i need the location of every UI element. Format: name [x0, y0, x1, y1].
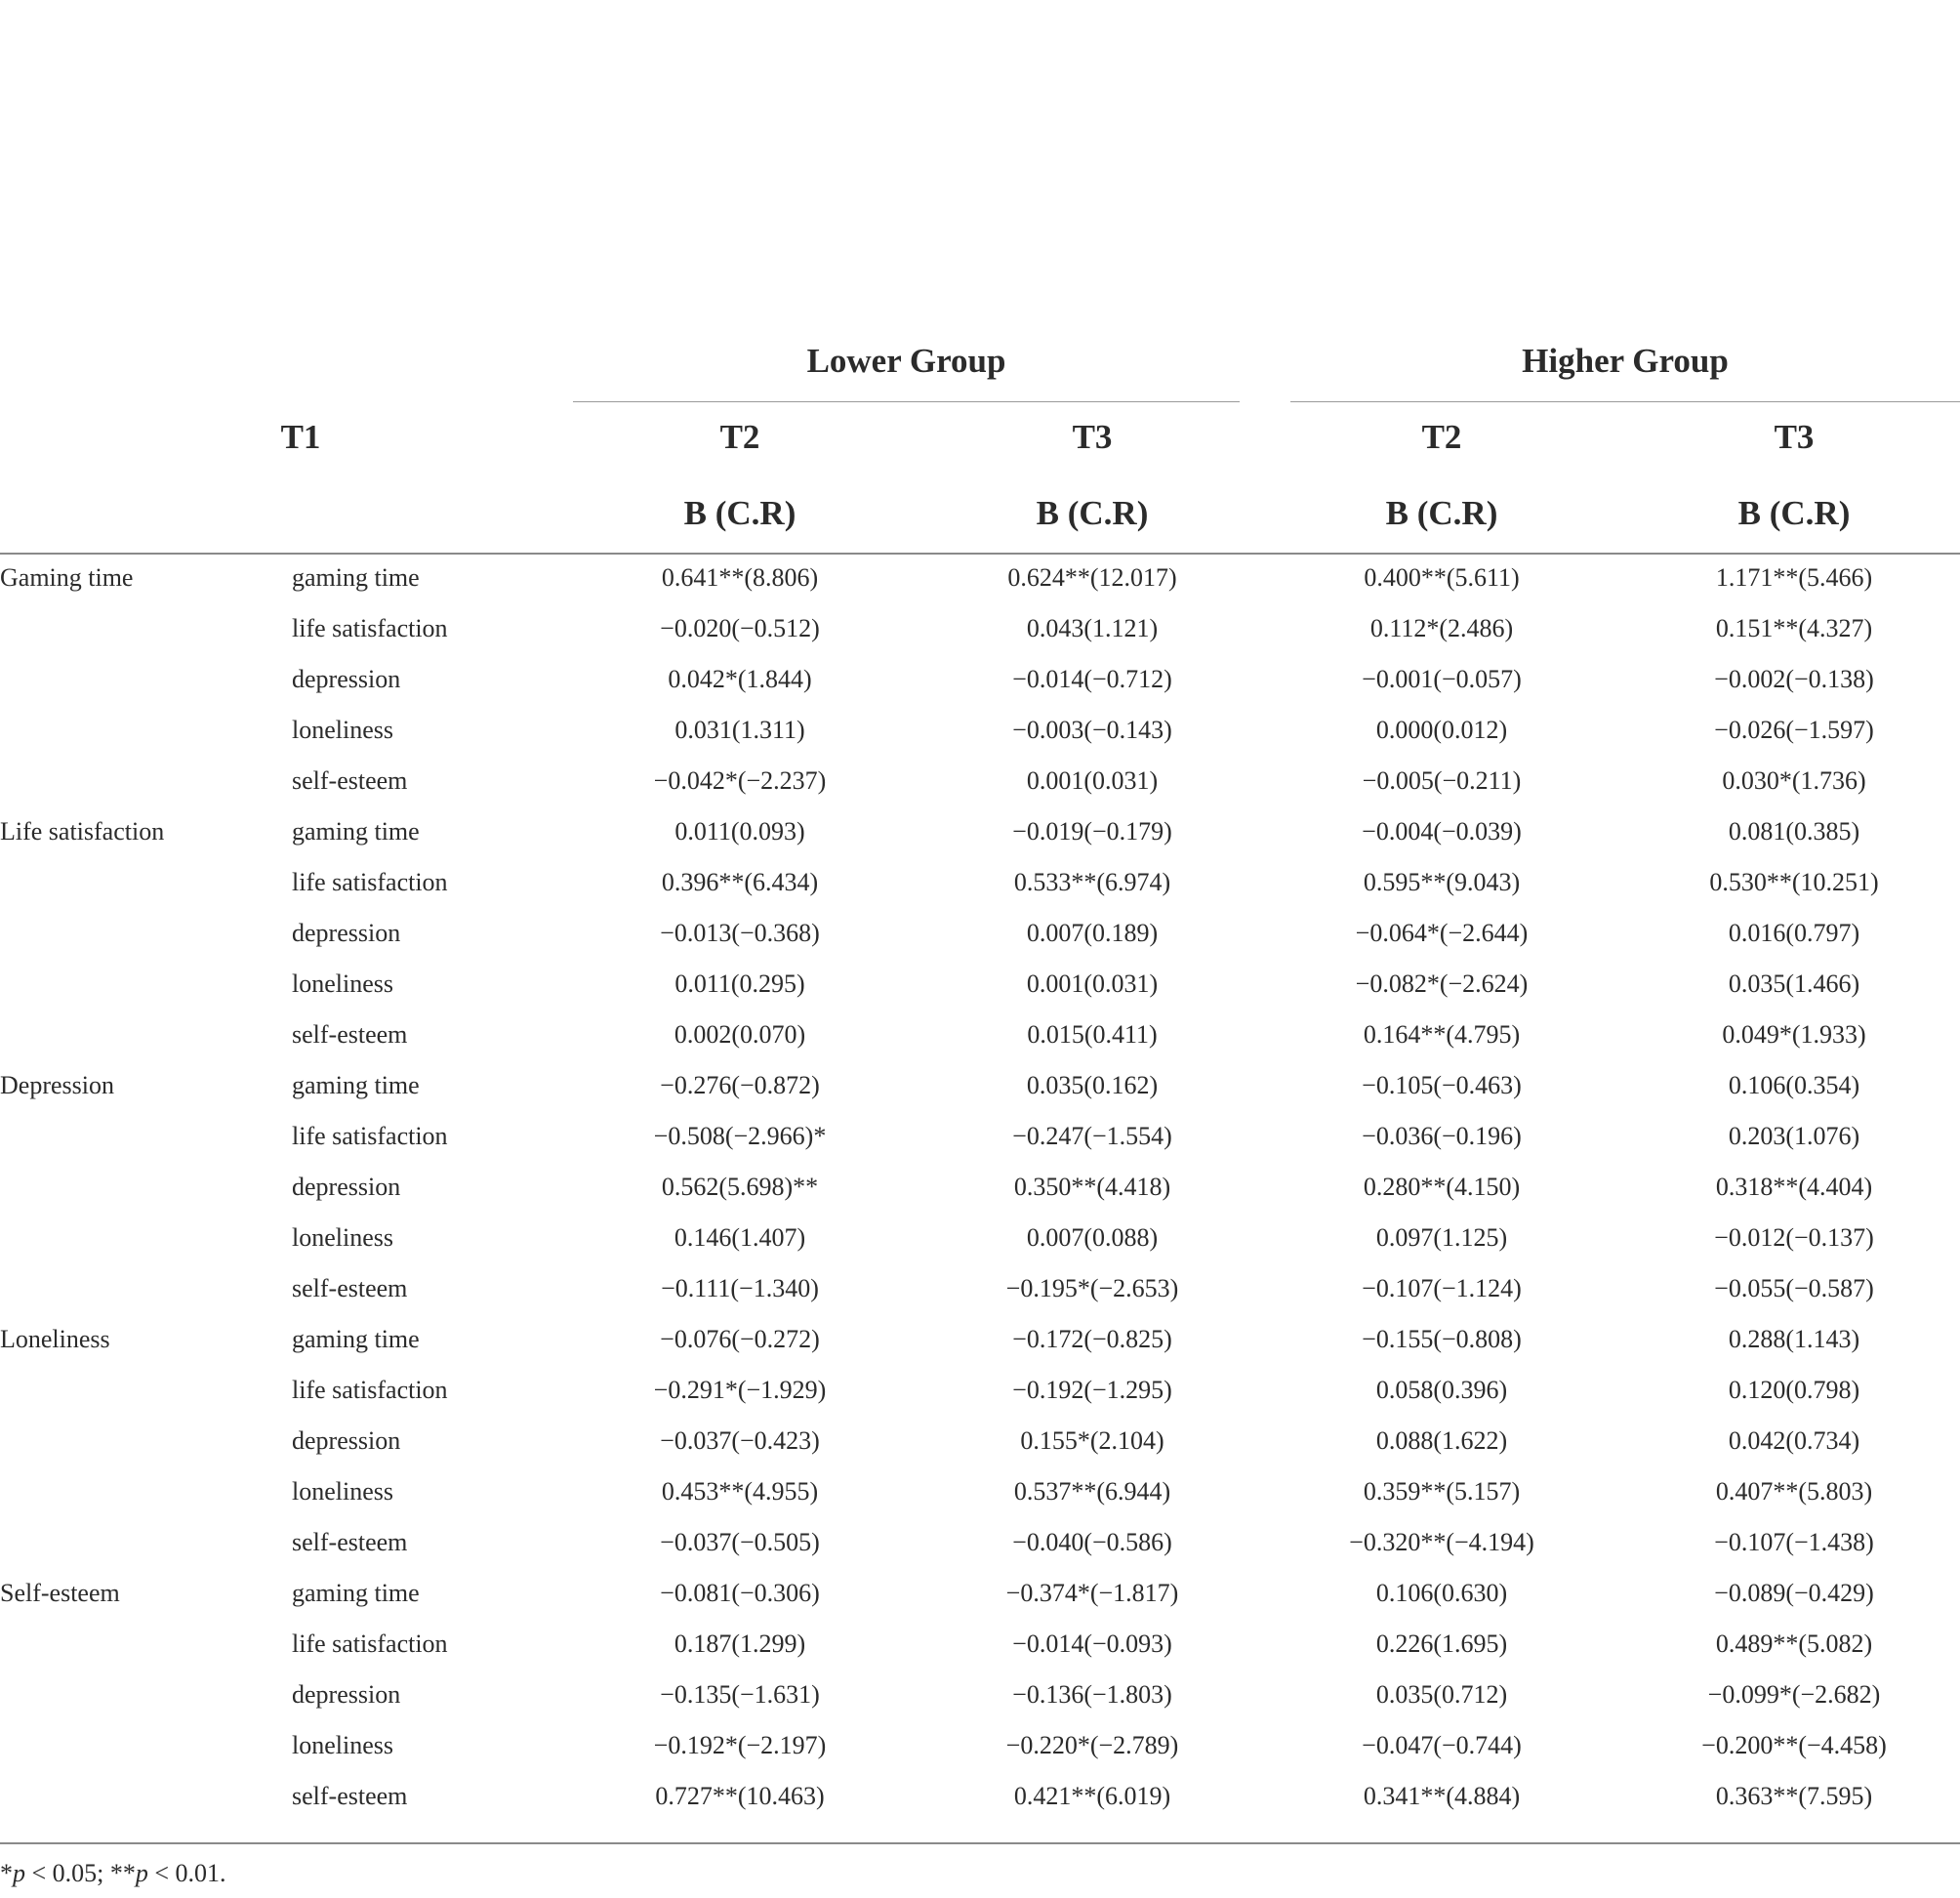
row-variable: life satisfaction — [292, 1376, 448, 1404]
higher-t3-value: −0.026(−1.597) — [1714, 716, 1874, 744]
row-variable: self-esteem — [292, 1020, 408, 1049]
row-variable: life satisfaction — [292, 1122, 448, 1150]
higher-t2-value: −0.005(−0.211) — [1362, 766, 1522, 795]
row-variable: gaming time — [292, 1579, 420, 1607]
lower-t2-value: −0.076(−0.272) — [660, 1325, 820, 1353]
lower-t2-value: −0.192*(−2.197) — [653, 1731, 827, 1759]
higher-t2-value: 0.112*(2.486) — [1369, 614, 1514, 642]
lower-t3-value: 0.421**(6.019) — [1013, 1782, 1171, 1810]
higher-t3-value: −0.002(−0.138) — [1714, 665, 1874, 693]
lower-t2-value: −0.291*(−1.929) — [653, 1376, 827, 1404]
lower-t3-value: −0.014(−0.712) — [1012, 665, 1172, 693]
lower-t3-value: 0.007(0.189) — [1026, 919, 1159, 947]
row-variable: gaming time — [292, 1071, 420, 1099]
higher-t3-value: 0.203(1.076) — [1728, 1122, 1860, 1150]
higher-t2-value: −0.036(−0.196) — [1362, 1122, 1522, 1150]
higher-t2-header: T2 — [1421, 418, 1462, 456]
lower-t2-value: 0.031(1.311) — [674, 716, 805, 744]
higher-t2-value: −0.064*(−2.644) — [1355, 919, 1529, 947]
lower-t3-value: 0.035(0.162) — [1026, 1071, 1159, 1099]
row-variable: self-esteem — [292, 1274, 408, 1302]
row-variable: life satisfaction — [292, 1630, 448, 1658]
lower-t2-value: 0.011(0.295) — [674, 970, 805, 998]
row-variable: depression — [292, 665, 401, 693]
higher-t2-value: −0.155(−0.808) — [1362, 1325, 1522, 1353]
lower-t3-header: T3 — [1072, 418, 1113, 456]
lower-t3-value: 0.001(0.031) — [1026, 970, 1159, 998]
lower-t3-value: −0.195*(−2.653) — [1005, 1274, 1179, 1302]
higher-t3-value: 0.030*(1.736) — [1722, 766, 1866, 795]
row-variable: depression — [292, 1173, 401, 1201]
lower-t2-value: 0.042*(1.844) — [668, 665, 812, 693]
higher-t3-value: 0.120(0.798) — [1728, 1376, 1860, 1404]
higher-t3-value: −0.107(−1.438) — [1714, 1528, 1874, 1556]
lower-t3-value: −0.220*(−2.789) — [1005, 1731, 1179, 1759]
group-label: Loneliness — [0, 1325, 110, 1353]
lower-t3-value: −0.374*(−1.817) — [1005, 1579, 1179, 1607]
lower-t3-value: 0.043(1.121) — [1026, 614, 1159, 642]
higher-t2-value: 0.164**(4.795) — [1363, 1020, 1521, 1049]
higher-t2-value: 0.106(0.630) — [1375, 1579, 1508, 1607]
higher-t3-value: 0.407**(5.803) — [1715, 1477, 1873, 1506]
table-bottom-rule — [0, 1842, 1960, 1844]
higher-t3-value: 0.489**(5.082) — [1715, 1630, 1873, 1658]
higher-t2-value: −0.082*(−2.624) — [1355, 970, 1529, 998]
group-label: Life satisfaction — [0, 817, 165, 846]
lower-t2-value: −0.042*(−2.237) — [653, 766, 827, 795]
higher-t2-value: −0.320**(−4.194) — [1349, 1528, 1534, 1556]
row-variable: depression — [292, 919, 401, 947]
higher-t2-value: 0.280**(4.150) — [1363, 1173, 1521, 1201]
higher-t3-value: 0.081(0.385) — [1728, 817, 1860, 846]
row-variable: self-esteem — [292, 1528, 408, 1556]
lower-t3-value: −0.192(−1.295) — [1012, 1376, 1172, 1404]
lower-t3-value: −0.040(−0.586) — [1012, 1528, 1172, 1556]
footnote: *p < 0.05; **p < 0.01. — [0, 1859, 226, 1887]
higher-t2-value: 0.341**(4.884) — [1363, 1782, 1521, 1810]
higher-t2-value: 0.035(0.712) — [1375, 1680, 1508, 1709]
higher-t3-value: 1.171**(5.466) — [1715, 563, 1873, 592]
lower-t2-value: −0.135(−1.631) — [660, 1680, 820, 1709]
lower-t3-value: 0.155*(2.104) — [1020, 1426, 1164, 1455]
higher-t2-value: −0.001(−0.057) — [1362, 665, 1522, 693]
group-label: Depression — [0, 1071, 114, 1099]
lower-t2-value: −0.037(−0.423) — [660, 1426, 820, 1455]
row-variable: loneliness — [292, 1223, 393, 1252]
row-variable: gaming time — [292, 817, 420, 846]
higher-t3-value: −0.200**(−4.458) — [1701, 1731, 1887, 1759]
lower-t2-value: 0.453**(4.955) — [661, 1477, 819, 1506]
higher-t2-value: 0.595**(9.043) — [1363, 868, 1521, 896]
lower-t3-stat: B (C.R) — [1036, 494, 1149, 532]
row-variable: self-esteem — [292, 1782, 408, 1810]
lower-group-rule — [573, 401, 1240, 402]
lower-t3-value: 0.007(0.088) — [1026, 1223, 1159, 1252]
higher-t2-value: −0.004(−0.039) — [1362, 817, 1522, 846]
row-variable: depression — [292, 1680, 401, 1709]
lower-t3-value: 0.015(0.411) — [1027, 1020, 1158, 1049]
higher-group-header: Higher Group — [1522, 342, 1729, 380]
higher-t3-value: −0.089(−0.429) — [1714, 1579, 1874, 1607]
higher-t2-value: 0.097(1.125) — [1375, 1223, 1508, 1252]
lower-t3-value: 0.533**(6.974) — [1013, 868, 1171, 896]
lower-t2-value: −0.013(−0.368) — [660, 919, 820, 947]
lower-t2-value: 0.002(0.070) — [674, 1020, 806, 1049]
row-variable: depression — [292, 1426, 401, 1455]
lower-t3-value: 0.537**(6.944) — [1013, 1477, 1171, 1506]
lower-t2-value: −0.276(−0.872) — [660, 1071, 820, 1099]
group-label: Gaming time — [0, 563, 134, 592]
t1-header: T1 — [280, 418, 321, 456]
lower-t2-header: T2 — [719, 418, 760, 456]
higher-t2-value: 0.359**(5.157) — [1363, 1477, 1521, 1506]
lower-t3-value: −0.136(−1.803) — [1012, 1680, 1172, 1709]
higher-t2-value: 0.226(1.695) — [1375, 1630, 1508, 1658]
lower-t2-value: 0.396**(6.434) — [661, 868, 819, 896]
lower-t3-value: 0.350**(4.418) — [1013, 1173, 1171, 1201]
lower-t2-value: 0.562(5.698)** — [661, 1173, 819, 1201]
higher-t2-value: 0.400**(5.611) — [1364, 563, 1520, 592]
higher-t2-value: 0.000(0.012) — [1375, 716, 1508, 744]
higher-t3-value: 0.363**(7.595) — [1715, 1782, 1873, 1810]
row-variable: self-esteem — [292, 766, 408, 795]
higher-t3-value: 0.042(0.734) — [1728, 1426, 1860, 1455]
higher-t2-value: −0.107(−1.124) — [1362, 1274, 1522, 1302]
higher-group-rule — [1290, 401, 1960, 402]
lower-t2-stat: B (C.R) — [683, 494, 796, 532]
lower-t2-value: 0.727**(10.463) — [655, 1782, 825, 1810]
row-variable: life satisfaction — [292, 614, 448, 642]
higher-t2-stat: B (C.R) — [1385, 494, 1498, 532]
lower-t2-value: 0.011(0.093) — [674, 817, 805, 846]
row-variable: gaming time — [292, 563, 420, 592]
higher-t3-value: 0.151**(4.327) — [1715, 614, 1873, 642]
higher-t3-value: 0.016(0.797) — [1728, 919, 1860, 947]
higher-t3-value: 0.530**(10.251) — [1709, 868, 1879, 896]
lower-t3-value: −0.014(−0.093) — [1012, 1630, 1172, 1658]
lower-t3-value: 0.624**(12.017) — [1007, 563, 1177, 592]
higher-t3-value: 0.035(1.466) — [1728, 970, 1860, 998]
group-label: Self-esteem — [0, 1579, 120, 1607]
higher-t2-value: 0.058(0.396) — [1375, 1376, 1508, 1404]
row-variable: loneliness — [292, 970, 393, 998]
lower-t2-value: 0.146(1.407) — [674, 1223, 806, 1252]
lower-t2-value: −0.037(−0.505) — [660, 1528, 820, 1556]
row-variable: life satisfaction — [292, 868, 448, 896]
higher-t2-value: 0.088(1.622) — [1375, 1426, 1508, 1455]
higher-t3-stat: B (C.R) — [1737, 494, 1851, 532]
lower-t3-value: −0.003(−0.143) — [1012, 716, 1172, 744]
higher-t3-value: −0.012(−0.137) — [1714, 1223, 1874, 1252]
row-variable: loneliness — [292, 1477, 393, 1506]
higher-t3-value: 0.318**(4.404) — [1715, 1173, 1873, 1201]
higher-t3-value: 0.049*(1.933) — [1722, 1020, 1866, 1049]
higher-t3-header: T3 — [1774, 418, 1815, 456]
lower-t3-value: −0.247(−1.554) — [1012, 1122, 1172, 1150]
higher-t3-value: −0.055(−0.587) — [1714, 1274, 1874, 1302]
higher-t3-value: 0.106(0.354) — [1728, 1071, 1860, 1099]
higher-t3-value: −0.099*(−2.682) — [1707, 1680, 1881, 1709]
lower-t2-value: −0.020(−0.512) — [660, 614, 820, 642]
higher-t3-value: 0.288(1.143) — [1728, 1325, 1860, 1353]
lower-t2-value: −0.111(−1.340) — [661, 1274, 819, 1302]
lower-group-header: Lower Group — [806, 342, 1006, 380]
higher-t2-value: −0.105(−0.463) — [1362, 1071, 1522, 1099]
higher-t2-value: −0.047(−0.744) — [1362, 1731, 1522, 1759]
row-variable: loneliness — [292, 1731, 393, 1759]
lower-t3-value: −0.019(−0.179) — [1012, 817, 1172, 846]
lower-t3-value: 0.001(0.031) — [1026, 766, 1159, 795]
lower-t2-value: −0.081(−0.306) — [660, 1579, 820, 1607]
lower-t3-value: −0.172(−0.825) — [1012, 1325, 1172, 1353]
lower-t2-value: −0.508(−2.966)* — [653, 1122, 827, 1150]
row-variable: loneliness — [292, 716, 393, 744]
row-variable: gaming time — [292, 1325, 420, 1353]
lower-t2-value: 0.187(1.299) — [674, 1630, 806, 1658]
lower-t2-value: 0.641**(8.806) — [661, 563, 819, 592]
header-bottom-rule — [0, 553, 1960, 555]
